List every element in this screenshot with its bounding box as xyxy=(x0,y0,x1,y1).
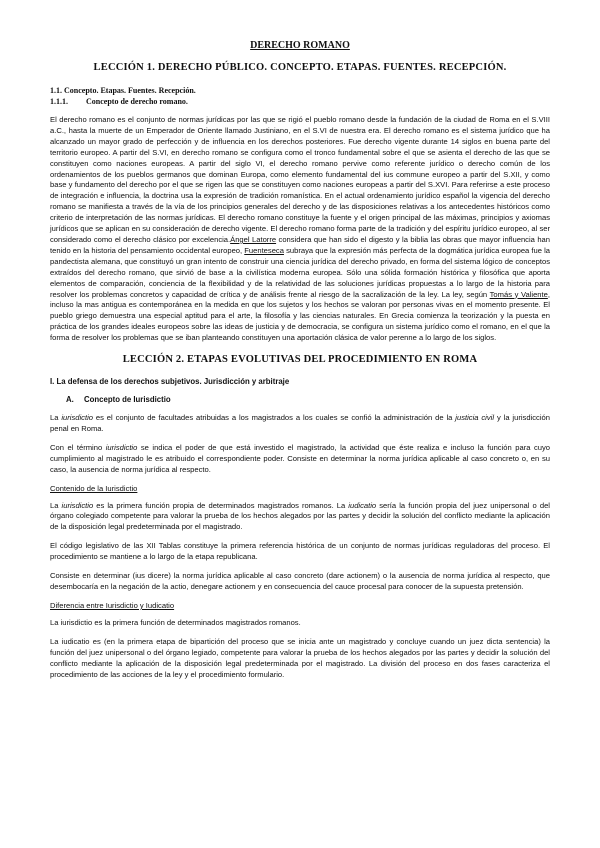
paragraph-text: y la jurisdicción penal en Roma. xyxy=(50,413,550,433)
paragraph-text: es la primera función propia de determinados magistrados romanos. La xyxy=(93,500,349,510)
lesson-1-paragraph xyxy=(50,115,550,344)
paragraph-text: La xyxy=(50,413,62,423)
italic-term: iudicatio xyxy=(348,500,377,510)
contenido-paragraph-3: Consiste en determinar (ius dicere) la norma jurídica aplicable al caso concreto (dare actionem) o la ausencia de norma jurídica al respecto, que desembocaría en la negación de la actio, denegare actionem y en consecuencia del cauce procesal para conocer de la supuesta pretensión. xyxy=(50,571,550,591)
contenido-paragraph-2: El código legislativo de las XII Tablas constituye la primera referencia histórica de un conjunto de normas jurídicas reguladoras del proceso. El procedimiento se mantiene a lo largo de la etapa republicana. xyxy=(50,541,550,562)
diferencia-paragraph-1: La iurisdictio es la primera función de determinados magistrados romanos. xyxy=(50,617,301,627)
paragraph-text: se indica el poder de que está investido el magistrado, la actividad que éste realiza e incluso la función para cuyo cumplimiento al magistrado le es atribuido el correspondiente poder. Consiste en determinar la norma jurídica aplicable al caso concreto o, en su caso, la ausencia de norma jurídica al respecto. xyxy=(50,442,550,474)
author-name-tomas-y-valiente: Tomás y Valiente xyxy=(489,289,548,299)
section-i-heading: I. La defensa de los derechos subjetivos. Jurisdicción y arbitraje xyxy=(50,377,290,387)
subsection-a-heading xyxy=(50,395,550,404)
paragraph-text: es el conjunto de facultades atribuidas a los magistrados a los cuales se confió la administración de la xyxy=(93,413,456,423)
paragraph-text: subraya que la expresión más perfecta de la dogmática jurídica europea fue la pandectista alemana, que constituyó un gran intento de construir una ciencia jurídica del derecho privado, en forma del sistema lógico de conceptos extraídos del derecho romano, que sirvió de base a la civilística moderna europea. Sólo una sólida formación histórica y filosófica que aporta elementos de comparación, conciencia de la flexibilidad y de la relatividad de las soluciones jurídicas propuestas a lo largo de la historia para resolver los problemas concretos y capacidad de crítica y de análisis frente al riesgo de la sacralización de la ley. La ley, según xyxy=(50,245,550,299)
italic-term: justicia civil xyxy=(455,413,495,423)
paragraph-text: , incluso la mas antigua es contemporánea en la medida en que los sujetos y los hechos se valoran por personas vivas en el momento presente. El pueblo griego demuestra una especial aptitud para el arte, la filosofía y las ciencias naturales. En Grecia comienza la teorización y la puesta en práctica de los grandes ideales europeos sobre las ideas de justicia y de democracia, se configura un sistema jurídico como el romano, en el que la forma de resolver los problemas que se iban planteando constituyen una aportación clásica de valor perenne a lo largo de los siglos. xyxy=(50,289,550,343)
italic-term: iurisdictio xyxy=(105,442,138,452)
paragraph-text: El derecho romano es el conjunto de normas jurídicas por las que se rigió el pueblo romano desde la fundación de la ciudad de Roma en el S.VIII a.C., hasta la muerte de un Emperador de Oriente llamado Justiniano, en el S.VI de nuestra era. El derecho romano es el sistema jurídico que ha alcanzado un mayor grado de perfección y de influencia en los derechos posteriores. Fue derecho vigente durante 14 siglos en buena parte del territorio europeo. A partir del S.VI, en derecho romano se configura como el tronco fundamental sobre el que se asienta el derecho de las que se constituyen como naciones europeas. A partir del siglo VI, el derecho romano pervive como referente jurídico o derecho común de los ordenamientos de los pueblos germanos que dominan Europa, como elemento fundamental del ius commune europeo a partir del S.XII, y como base y fundamento del derecho por el que se rigen las que se constituyen como naciones europeas a partir del S.XVI. Para referirse a este proceso de integración e influencia, la doctrina usa la expresión de tradición romanística. En el actual ordenamiento jurídico español la vigencia del derecho romano se manifiesta a través de la vía de los principios generales del derecho y de las disposiciones relativas a los antecedentes históricos como criterio de interpretación de las normas jurídicas. El derecho romano constituye la fuente y el origen principal de las máximas, principios y axiomas jurídicos que se aplican en su consideración de derecho vigente. El derecho romano forma parte de la tradición y del espíritu jurídico europeo, al ser considerado como el derecho clásico por excelencia. xyxy=(50,115,550,244)
subsection-label: Concepto de Iurisdictio xyxy=(84,395,171,405)
section-1-1-1-heading xyxy=(50,96,550,107)
subsection-number: A. xyxy=(66,395,74,405)
lesson-1-heading: LECCIÓN 1. DERECHO PÚBLICO. CONCEPTO. ETAPAS. FUENTES. RECEPCIÓN. xyxy=(93,62,507,73)
contenido-heading: Contenido de la Iurisdictio xyxy=(50,483,138,493)
paragraph-text: Con el término xyxy=(50,442,106,452)
diferencia-heading: Diferencia entre Iurisdictio y Iudicatio xyxy=(50,600,175,610)
paragraph-text: sería la función propia del juez unipersonal o del órgano colegiado competente para valorar la prueba de los hechos alegados por las partes y decidir la solución del conflicto mediante la aplicación de la disposición legal predeterminada por el magistrado. xyxy=(50,500,550,532)
lesson-2-heading: LECCIÓN 2. ETAPAS EVOLUTIVAS DEL PROCEDIMIENTO EN ROMA xyxy=(122,354,478,366)
author-name-fuenteseca: Fuenteseca xyxy=(244,245,284,255)
italic-term: iurisdictio xyxy=(61,413,93,423)
section-label: Concepto de derecho romano. xyxy=(86,97,188,106)
italic-term: iurisdictio xyxy=(61,500,94,510)
paragraph-text: considera que han sido el digesto y la biblia las obras que mayor influencia han tenido en la historia del pensamiento occidental europeo, xyxy=(50,234,550,255)
iurisdictio-definition-paragraph xyxy=(50,413,550,435)
iurisdictio-term-paragraph xyxy=(50,443,550,476)
contenido-paragraph-1 xyxy=(50,501,550,534)
section-1-1-heading: 1.1. Concepto. Etapas. Fuentes. Recepción. xyxy=(50,86,196,95)
section-number: 1.1.1. xyxy=(50,97,68,106)
diferencia-paragraph-2: La iudicatio es (en la primera etapa de bipartición del proceso que se inicia ante un magistrado y concluye cuando un juez dicta sentencia) la función del juez unipersonal o del órgano legiado, competente para valorar la prueba de los hechos alegados por las partes y decidir la solución del conflicto mediante la aplicación de la disposición legal predeterminada por el magistrado. La división del proceso en dos fases caracteriza el procedimiento de las acciones de la ley y el procedimiento formulario. xyxy=(50,636,550,679)
document-title: DERECHO ROMANO xyxy=(250,40,350,51)
paragraph-text: La xyxy=(50,500,62,510)
author-name-latorre: Ángel Latorre xyxy=(230,234,277,244)
